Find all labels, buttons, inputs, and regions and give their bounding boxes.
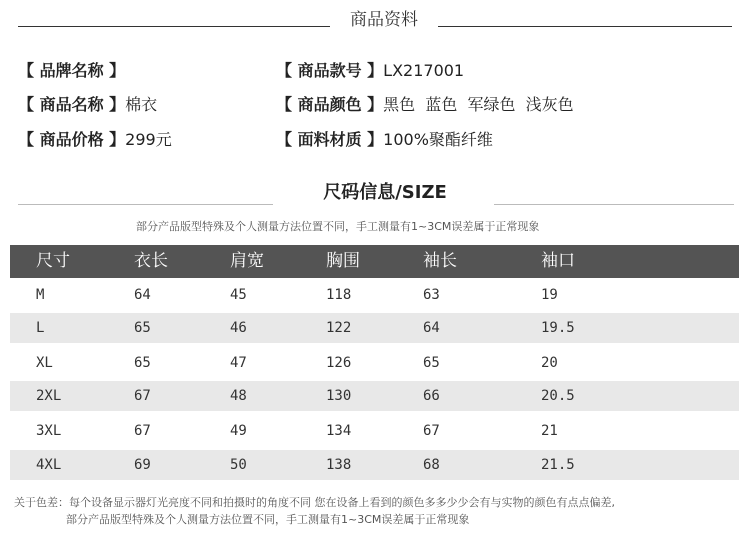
cell-size: 2XL <box>36 388 62 404</box>
info-price-value: 299元 <box>125 130 172 149</box>
cell-sleeve-length: 67 <box>423 423 440 439</box>
cell-chest: 122 <box>326 320 352 336</box>
cell-sleeve-length: 64 <box>423 320 440 336</box>
cell-shoulder: 48 <box>230 388 247 404</box>
cell-length: 69 <box>134 457 151 473</box>
header-shoulder: 肩宽 <box>230 251 264 271</box>
table-row <box>10 381 739 411</box>
table-row <box>10 450 739 480</box>
info-material-label: 【 面料材质 】 <box>276 130 384 149</box>
cell-cuff: 20 <box>541 355 558 371</box>
info-material-value: 100%聚酯纤维 <box>383 130 493 149</box>
info-price-label: 【 商品价格 】 <box>18 130 126 149</box>
footer-measure-note: 部分产品版型特殊及个人测量方法位置不同，手工测量有1~3CM误差属于正常现象 <box>66 513 470 526</box>
cell-shoulder: 47 <box>230 355 247 371</box>
cell-shoulder: 45 <box>230 287 247 303</box>
info-brand <box>18 58 125 81</box>
info-colors-label: 【 商品颜色 】 <box>276 95 384 114</box>
info-style-no <box>276 58 464 81</box>
header-length: 衣长 <box>134 251 168 271</box>
cell-chest: 134 <box>326 423 352 439</box>
cell-sleeve-length: 65 <box>423 355 440 371</box>
size-divider-right <box>494 204 734 205</box>
cell-length: 65 <box>134 320 151 336</box>
info-name <box>18 92 157 115</box>
cell-chest: 118 <box>326 287 352 303</box>
info-style-no-value: LX217001 <box>383 61 465 80</box>
cell-sleeve-length: 68 <box>423 457 440 473</box>
cell-shoulder: 50 <box>230 457 247 473</box>
header-divider-left <box>18 26 330 27</box>
cell-cuff: 20.5 <box>541 388 575 404</box>
cell-shoulder: 49 <box>230 423 247 439</box>
info-name-value: 棉衣 <box>125 95 158 114</box>
info-colors-value: 黑色 蓝色 军绿色 浅灰色 <box>383 95 574 114</box>
size-section-title: 尺码信息/SIZE <box>323 182 447 203</box>
info-name-label: 【 商品名称 】 <box>18 95 126 114</box>
cell-sleeve-length: 63 <box>423 287 440 303</box>
cell-chest: 130 <box>326 388 352 404</box>
cell-cuff: 19 <box>541 287 558 303</box>
info-material <box>276 127 493 150</box>
cell-size: 4XL <box>36 457 62 473</box>
cell-size: 3XL <box>36 423 62 439</box>
cell-size: XL <box>36 355 53 371</box>
cell-length: 65 <box>134 355 151 371</box>
table-row <box>10 416 739 446</box>
info-colors <box>276 92 574 115</box>
table-row <box>10 280 739 310</box>
header-divider-right <box>438 26 732 27</box>
cell-cuff: 21.5 <box>541 457 575 473</box>
info-price <box>18 127 172 150</box>
info-brand-label: 【 品牌名称 】 <box>18 61 126 80</box>
header-chest: 胸围 <box>326 251 360 271</box>
cell-size: L <box>36 320 45 336</box>
size-table-header <box>10 245 739 278</box>
header-cuff: 袖口 <box>541 251 575 271</box>
table-row <box>10 348 739 378</box>
page-title: 商品资料 <box>350 10 418 30</box>
header-size: 尺寸 <box>36 251 70 271</box>
size-divider-left <box>18 204 273 205</box>
cell-size: M <box>36 287 45 303</box>
cell-cuff: 19.5 <box>541 320 575 336</box>
cell-cuff: 21 <box>541 423 558 439</box>
cell-length: 67 <box>134 388 151 404</box>
footer-color-disclaimer: 关于色差：每个设备显示器灯光亮度不同和拍摄时的角度不同 您在设备上看到的颜色多多少少会有与实物的颜色有点点偏差, <box>14 496 615 509</box>
cell-shoulder: 46 <box>230 320 247 336</box>
cell-sleeve-length: 66 <box>423 388 440 404</box>
size-note: 部分产品版型特殊及个人测量方法位置不同，手工测量有1~3CM误差属于正常现象 <box>136 220 540 233</box>
cell-length: 67 <box>134 423 151 439</box>
cell-chest: 138 <box>326 457 352 473</box>
table-row <box>10 313 739 343</box>
header-sleeve-length: 袖长 <box>423 251 457 271</box>
cell-chest: 126 <box>326 355 352 371</box>
cell-length: 64 <box>134 287 151 303</box>
info-style-no-label: 【 商品款号 】 <box>276 61 384 80</box>
